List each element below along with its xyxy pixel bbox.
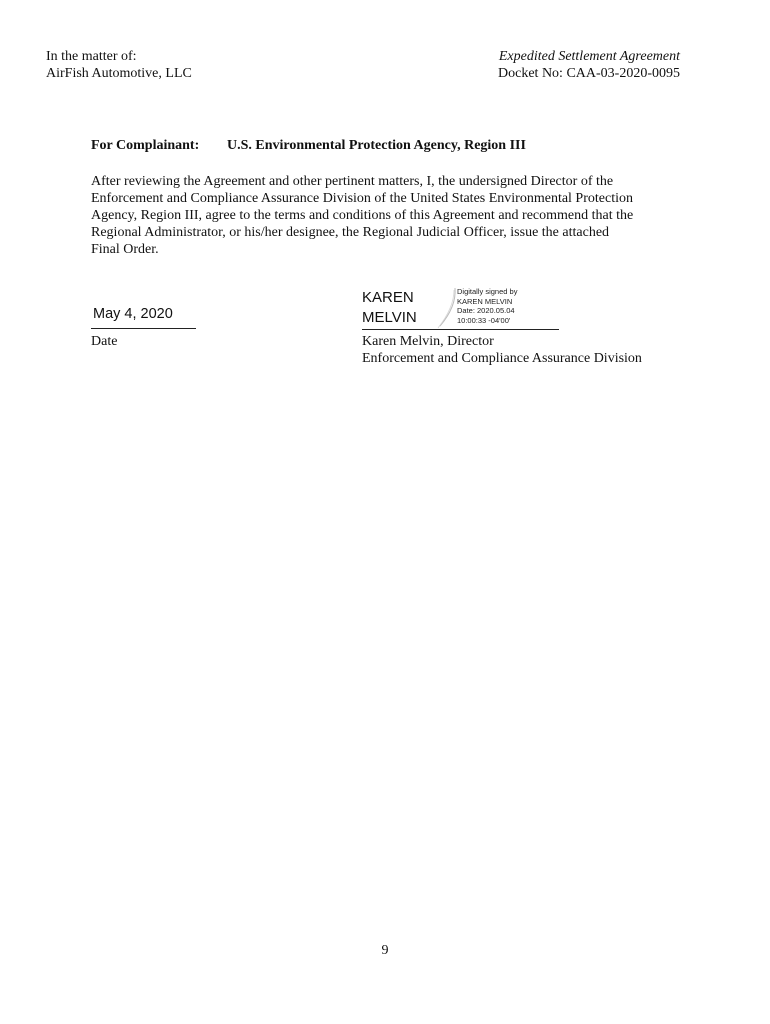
complainant-label: For Complainant: <box>91 138 200 153</box>
complainant-line <box>91 137 526 154</box>
date-label: Date <box>91 334 118 349</box>
agreement-title: Expedited Settlement Agreement <box>498 49 680 64</box>
caption-line-1: In the matter of: <box>46 49 137 64</box>
signature-last-name: MELVIN <box>362 309 417 326</box>
docket-number: Docket No: CAA-03-2020-0095 <box>498 66 680 81</box>
document-header-right <box>498 48 680 82</box>
signer-division: Enforcement and Compliance Assurance Division <box>362 351 642 366</box>
digital-signature-details <box>457 287 517 325</box>
digital-signature-name <box>362 288 417 328</box>
complainant-agency: U.S. Environmental Protection Agency, Region III <box>227 138 526 153</box>
date-underline <box>91 328 196 329</box>
digital-sign-line-4: 10:00:33 -04'00' <box>457 315 511 325</box>
signer-block <box>362 333 642 367</box>
caption-party-name: AirFish Automotive, LLC <box>46 66 192 81</box>
digital-signature-mark-icon <box>430 286 460 330</box>
page-number: 9 <box>381 943 389 958</box>
signature-date: May 4, 2020 <box>93 306 173 322</box>
signer-name: Karen Melvin, Director <box>362 334 494 349</box>
digital-sign-line-3: Date: 2020.05.04 <box>457 306 515 315</box>
signature-underline <box>362 329 559 330</box>
case-caption <box>46 48 192 82</box>
digital-sign-line-1: Digitally signed by <box>457 287 518 296</box>
digital-sign-line-2: KAREN MELVIN <box>457 296 513 306</box>
body-paragraph: After reviewing the Agreement and other pertinent matters, I, the undersigned Director of the Enforcement and Compliance Assurance Division of the United States Environmental Protection Agency, Region III, agree to the terms and conditions of this Agreement and recommend that the Regional Administrator, or his/her designee, the Regional Judicial Officer, issue the attached Final Order. <box>91 174 634 257</box>
signature-first-name: KAREN <box>362 289 414 306</box>
